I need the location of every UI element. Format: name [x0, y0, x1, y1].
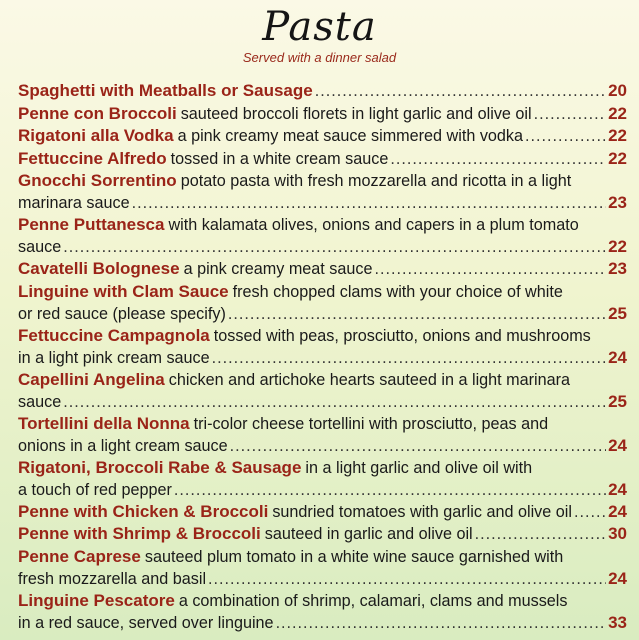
dot-leader [212, 347, 606, 369]
dish-description-continued: or red sauce (please specify) [18, 304, 226, 323]
dish-price: 22 [608, 103, 627, 123]
menu-item-line-2 [18, 391, 627, 413]
dish-price: 33 [608, 612, 627, 632]
dish-price: 25 [608, 303, 627, 323]
menu-item-line-1 [18, 103, 627, 125]
menu-item-line-2 [18, 192, 627, 214]
menu-item [18, 148, 627, 171]
dish-name: Penne Caprese [18, 546, 141, 566]
menu-item-line-1 [18, 170, 627, 192]
dish-price: 25 [608, 391, 627, 411]
menu-item-line-1 [18, 125, 627, 147]
dish-description-continued: fresh mozzarella and basil [18, 569, 207, 588]
menu-item-line-2 [18, 568, 627, 590]
dish-description: with kalamata olives, onions and capers in a plum tomato [168, 216, 579, 234]
section-subtitle: Served with a dinner salad [242, 50, 397, 65]
dish-description: sauteed plum tomato in a white wine sauce garnished with [144, 547, 564, 566]
menu-item [18, 413, 627, 457]
dish-name: Fettuccine Campagnola [18, 325, 210, 345]
menu-item [18, 214, 627, 258]
dish-description-continued: onions in a light cream sauce [18, 436, 228, 455]
menu-item [18, 457, 627, 501]
dot-leader [315, 80, 606, 102]
dish-description: sauteed broccoli florets in light garlic and olive oil [180, 104, 532, 123]
menu-item [18, 170, 627, 214]
menu-item-line-2 [18, 303, 627, 325]
menu-item [18, 258, 627, 281]
dot-leader [63, 236, 606, 258]
menu-item-line-2 [18, 347, 627, 369]
dish-price: 24 [608, 347, 627, 367]
dish-name: Penne Puttanesca [18, 215, 165, 234]
menu-item-line-1 [18, 258, 627, 280]
menu-item [18, 546, 627, 590]
dish-name: Linguine Pescatore [18, 590, 175, 610]
dish-description: sauteed in garlic and olive oil [264, 525, 473, 543]
dot-leader [375, 258, 607, 280]
dish-description: tossed with peas, prosciutto, onions and mushrooms [213, 326, 591, 345]
menu-item [18, 325, 627, 369]
dot-leader [228, 303, 606, 325]
dish-name: Penne with Shrimp & Broccoli [18, 524, 261, 543]
dish-price: 22 [608, 237, 627, 256]
dot-leader [63, 391, 606, 413]
menu-item-line-1 [18, 457, 627, 479]
dish-name: Cavatelli Bolognese [18, 259, 180, 278]
dish-description-continued: sauce [18, 238, 62, 256]
menu-item [18, 80, 627, 103]
menu-list [18, 80, 627, 634]
dish-price: 24 [608, 568, 627, 588]
menu-item-line-2 [18, 612, 627, 634]
dish-name: Rigatoni, Broccoli Rabe & Sausage [18, 457, 302, 477]
dot-leader [475, 523, 606, 545]
menu-item-line-1 [18, 546, 627, 568]
dish-name: Rigatoni alla Vodka [18, 126, 174, 145]
menu-item-line-2 [18, 479, 627, 501]
dish-name: Spaghetti with Meatballs or Sausage [18, 81, 313, 100]
dish-description-continued: in a red sauce, served over linguine [18, 613, 274, 632]
menu-item [18, 590, 627, 634]
dot-leader [534, 103, 606, 125]
dish-description: chicken and artichoke hearts sauteed in a light marinara [168, 370, 571, 389]
menu-item [18, 501, 627, 524]
dot-leader [174, 479, 606, 501]
dot-leader [525, 125, 606, 147]
dish-description: tri-color cheese tortellini with prosciutto, peas and [193, 414, 549, 433]
dish-description-continued: sauce [18, 392, 62, 411]
menu-item-line-1 [18, 501, 627, 523]
dish-price: 20 [608, 81, 627, 100]
dish-description: potato pasta with fresh mozzarella and ricotta in a light [180, 172, 572, 190]
dish-price: 24 [608, 479, 627, 499]
section-title: Pasta [262, 4, 377, 50]
dot-leader [574, 501, 606, 523]
dish-name: Gnocchi Sorrentino [18, 171, 177, 190]
menu-item-line-1 [18, 413, 627, 435]
dish-name: Penne with Chicken & Broccoli [18, 501, 269, 521]
dish-price: 22 [608, 148, 627, 168]
dish-description: tossed in a white cream sauce [170, 149, 389, 168]
menu-item [18, 281, 627, 325]
menu-item-line-1 [18, 281, 627, 303]
dot-leader [390, 148, 606, 170]
dish-description: a pink creamy meat sauce simmered with vodka [177, 127, 524, 145]
dish-name: Linguine with Clam Sauce [18, 281, 229, 301]
dish-description: in a light garlic and olive oil with [305, 458, 533, 477]
dish-description: a combination of shrimp, calamari, clams and mussels [178, 591, 568, 610]
menu-item-line-1 [18, 325, 627, 347]
dish-name: Fettuccine Alfredo [18, 148, 167, 168]
menu-item-line-1 [18, 214, 627, 236]
menu-item [18, 125, 627, 148]
dish-price: 22 [608, 126, 627, 145]
dish-price: 24 [608, 435, 627, 455]
dot-leader [276, 612, 607, 634]
menu-item-line-1 [18, 369, 627, 391]
dish-name: Tortellini della Nonna [18, 413, 190, 433]
menu-item [18, 369, 627, 413]
dish-description: fresh chopped clams with your choice of white [232, 282, 563, 301]
dish-price: 24 [608, 501, 627, 521]
dish-price: 23 [608, 193, 627, 212]
dish-description-continued: marinara sauce [18, 194, 130, 212]
menu-item [18, 103, 627, 126]
menu-header [0, 0, 639, 78]
dot-leader [208, 568, 606, 590]
dish-price: 23 [608, 259, 627, 278]
menu-item-line-2 [18, 236, 627, 258]
dish-name: Penne con Broccoli [18, 103, 177, 123]
dish-description-continued: in a light pink cream sauce [18, 348, 210, 367]
menu-item-line-1 [18, 80, 627, 102]
dish-name: Capellini Angelina [18, 369, 165, 389]
menu-item [18, 523, 627, 546]
dish-description: sundried tomatoes with garlic and olive oil [272, 502, 572, 521]
menu-item-line-1 [18, 590, 627, 612]
menu-item-line-1 [18, 148, 627, 170]
dot-leader [230, 435, 606, 457]
dish-price: 30 [608, 524, 627, 543]
dot-leader [132, 192, 607, 214]
dish-description-continued: a touch of red pepper [18, 480, 172, 499]
menu-item-line-1 [18, 523, 627, 545]
dish-description: a pink creamy meat sauce [183, 260, 373, 278]
menu-item-line-2 [18, 435, 627, 457]
